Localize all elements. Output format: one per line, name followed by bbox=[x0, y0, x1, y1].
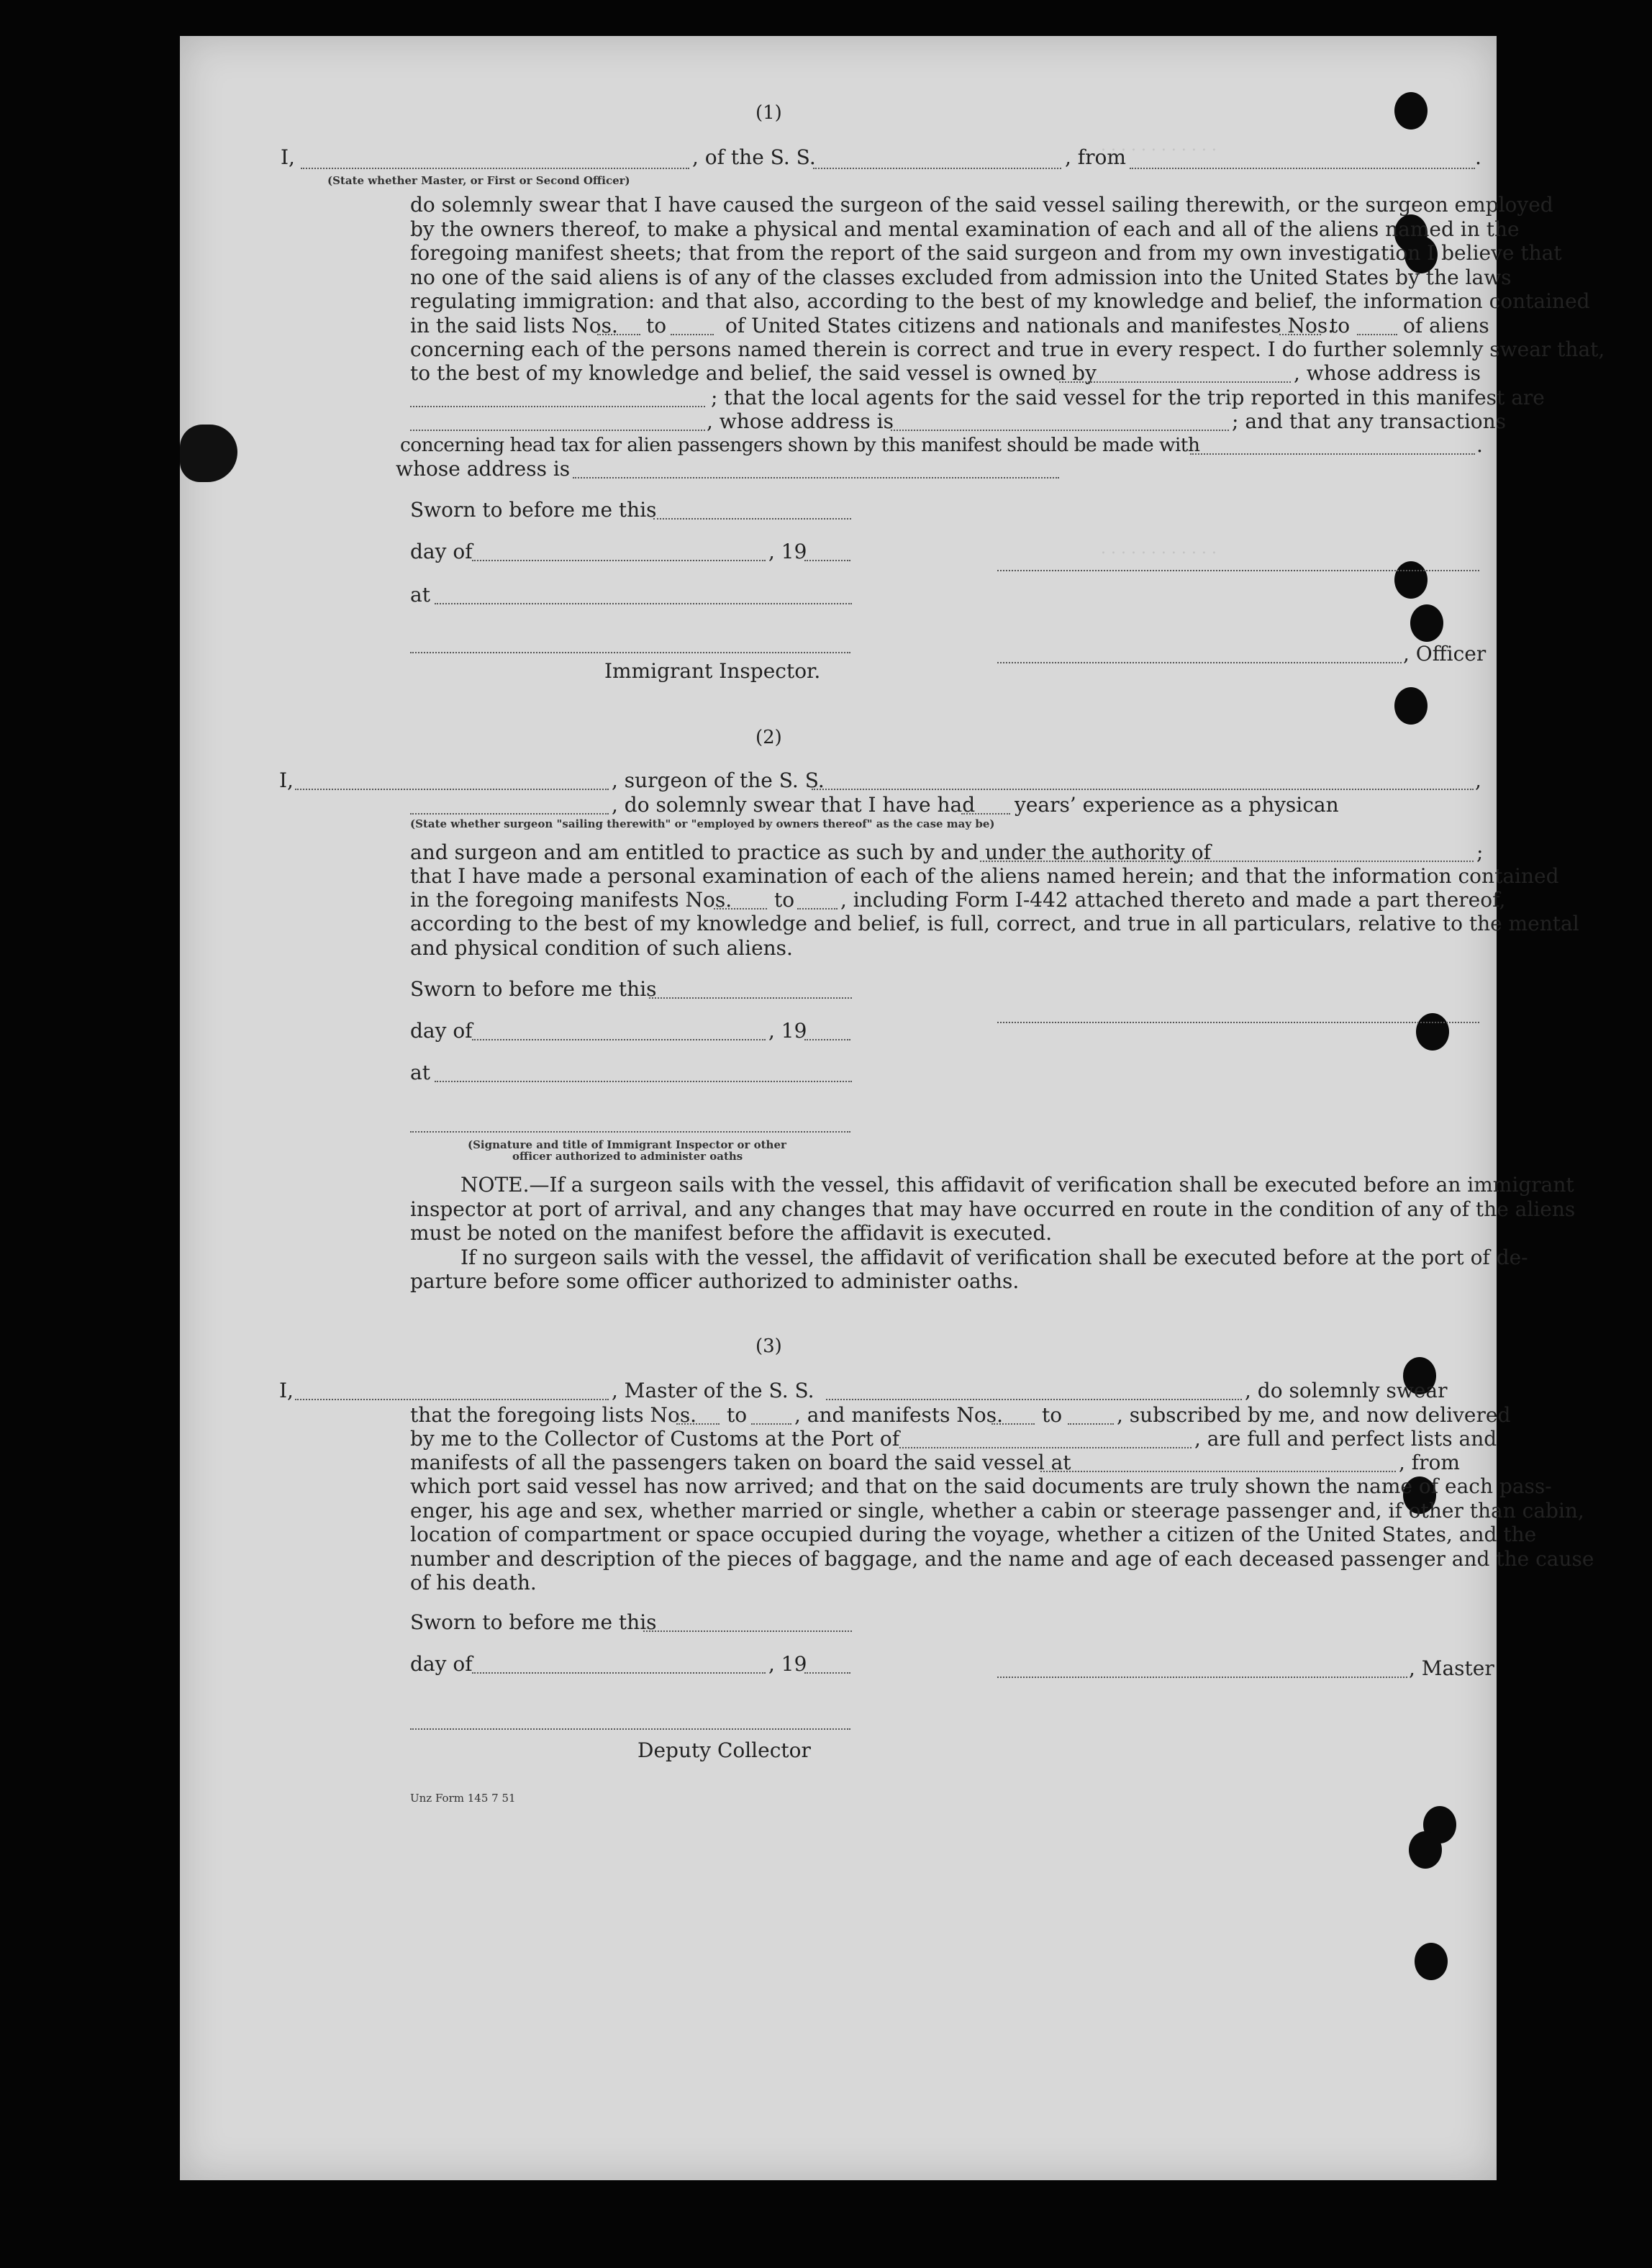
section-2-number: (2) bbox=[755, 727, 782, 748]
s3-sworn-field[interactable] bbox=[643, 1630, 852, 1632]
s3-day-field[interactable] bbox=[472, 1672, 766, 1674]
s1-whose-b: ; and that any transactions bbox=[1232, 409, 1507, 433]
s1-whose-a: , whose address is bbox=[707, 409, 894, 433]
section-1-number: (1) bbox=[755, 102, 782, 124]
s2-line2-b: years’ experience as a physican bbox=[1015, 793, 1339, 817]
s1-inspector-signature-line[interactable] bbox=[410, 652, 850, 653]
s3-line4-b: , from bbox=[1399, 1451, 1460, 1474]
s2-end: , bbox=[1475, 768, 1481, 792]
s3-line2-a: that the foregoing lists Nos. bbox=[410, 1403, 697, 1427]
s1-owned-b: , whose address is bbox=[1294, 361, 1481, 385]
s2-signature-note-1: (Signature and title of Immigrant Inspector or other bbox=[468, 1138, 786, 1151]
s3-master-label: , Master bbox=[1409, 1656, 1494, 1680]
s1-at-field[interactable] bbox=[435, 603, 852, 604]
s2-at-field[interactable] bbox=[435, 1081, 852, 1082]
s1-lists-from-field[interactable] bbox=[597, 334, 640, 335]
s2-surgeon-type-field[interactable] bbox=[410, 813, 609, 815]
s1-dayof: day of bbox=[410, 540, 473, 563]
s3-lists-to-field[interactable] bbox=[751, 1423, 791, 1425]
s3-sworn: Sworn to before me this bbox=[410, 1610, 657, 1634]
s1-lists-d: to bbox=[1330, 314, 1351, 337]
s1-address: whose address is bbox=[396, 457, 571, 481]
s1-agents: ; that the local agents for the said vessel for the trip reported in this manifest are bbox=[711, 386, 1545, 409]
s3-vessel-field[interactable] bbox=[826, 1399, 1242, 1400]
s1-sworn-field[interactable] bbox=[653, 518, 851, 520]
s1-lists-a: in the said lists Nos. bbox=[410, 314, 618, 337]
s2-i: I, bbox=[279, 768, 294, 792]
s2-manifests-to-field[interactable] bbox=[797, 908, 838, 910]
s3-manifests-from-field[interactable] bbox=[991, 1423, 1035, 1425]
s1-headtax-a: concerning head tax for alien passengers shown by this manifest should be made with bbox=[400, 434, 1200, 456]
s2-sworn: Sworn to before me this bbox=[410, 977, 657, 1001]
s3-line3-a: by me to the Collector of Customs at the Port of bbox=[410, 1427, 900, 1451]
s1-lists-c: of United States citizens and nationals and manifestes Nos. bbox=[725, 314, 1335, 337]
s2-paragraph: that I have made a personal examination of each of the aliens named herein; and that the information contained bbox=[410, 864, 1559, 888]
punch-hole bbox=[1416, 1013, 1449, 1051]
s2-inspector-signature-line[interactable] bbox=[410, 1131, 850, 1133]
s1-at: at bbox=[410, 583, 430, 607]
s3-line4-a: manifests of all the passengers taken on board the said vessel at bbox=[410, 1451, 1071, 1474]
punch-hole bbox=[1394, 687, 1428, 725]
s3-port-field[interactable] bbox=[899, 1447, 1192, 1448]
s1-officer-signature-line[interactable] bbox=[997, 662, 1402, 663]
punch-hole bbox=[1410, 604, 1443, 642]
s1-day-field[interactable] bbox=[472, 560, 766, 561]
s1-end: . bbox=[1475, 145, 1481, 169]
s2-authority-field[interactable] bbox=[980, 861, 1474, 862]
s1-address-field[interactable] bbox=[573, 477, 1059, 478]
s3-19: , 19 bbox=[768, 1652, 807, 1676]
s2-paragraph-2: according to the best of my knowledge and belief, is full, correct, and true in all particulars, relative to the mental and physical condition of such aliens. bbox=[410, 912, 1579, 960]
s1-agents-address-field[interactable] bbox=[891, 430, 1229, 431]
s2-authority-a: and surgeon and am entitled to practice as such by and under the authority of bbox=[410, 840, 1211, 864]
s1-manifests-to-field[interactable] bbox=[1357, 334, 1397, 335]
s1-manifests-from-field[interactable] bbox=[1279, 334, 1321, 335]
s1-name-field[interactable] bbox=[301, 168, 689, 169]
s2-dayof: day of bbox=[410, 1019, 473, 1043]
s1-lists-e: of aliens bbox=[1403, 314, 1489, 337]
s1-inspector: Immigrant Inspector. bbox=[604, 659, 821, 683]
s3-year-field[interactable] bbox=[804, 1672, 850, 1674]
s1-19: , 19 bbox=[768, 540, 807, 563]
s1-lists-b: to bbox=[646, 314, 667, 337]
s1-owner-field[interactable] bbox=[1059, 381, 1291, 383]
s2-signature-note-2: officer authorized to administer oaths bbox=[512, 1150, 743, 1163]
punch-hole bbox=[1409, 1831, 1442, 1869]
form-page bbox=[180, 36, 1605, 2180]
s3-master-signature-line[interactable] bbox=[997, 1677, 1407, 1678]
s3-name-field[interactable] bbox=[295, 1399, 609, 1400]
ink-blot bbox=[180, 425, 237, 482]
s3-deputy-signature-line[interactable] bbox=[410, 1728, 850, 1730]
s1-agents-field[interactable] bbox=[410, 430, 705, 431]
s3-dayof: day of bbox=[410, 1652, 473, 1676]
bleed-through-text: . . . . . . . . . . . . bbox=[1101, 137, 1217, 155]
s3-deputy: Deputy Collector bbox=[637, 1738, 811, 1762]
s1-lists-to-field[interactable] bbox=[671, 334, 714, 335]
s3-i: I, bbox=[279, 1379, 294, 1402]
s2-surgeon: , surgeon of the S. S. bbox=[612, 768, 825, 792]
s3-line2-c: , and manifests Nos. bbox=[794, 1403, 1004, 1427]
s1-vessel-field[interactable] bbox=[813, 168, 1061, 169]
s1-i: I, bbox=[281, 145, 295, 169]
s3-line2-b: to bbox=[727, 1403, 748, 1427]
s1-headtax-b: . bbox=[1476, 433, 1483, 457]
s2-manifests-b: to bbox=[774, 888, 795, 912]
s1-paragraph: do solemnly swear that I have caused the surgeon of the said vessel sailing therewith, or the surgeon employed by the owners thereof, to make a physical and mental examination of each and all of the aliens named in the foregoing manifest sheets; that from the report of the said surgeon and from my own investigation I believe that no one of the said aliens is of any of the classes excluded from admission into the United States by the laws regulating immigration: and that also, according to the best of my knowledge and belief, the information contained bbox=[410, 193, 1590, 313]
s2-note: NOTE.—If a surgeon sails with the vessel, this affidavit of verification shall be executed before an immigrant inspector at port of arrival, and any changes that may have occurred en route in the condition of any of the aliens must be noted on the manifest before the affidavit is executed. If no surgeon sails with the vessel, the affidavit of verification shall be executed before at the port of de- parture before some officer authorized to administer oaths. bbox=[410, 1173, 1576, 1293]
s1-sworn: Sworn to before me this bbox=[410, 498, 657, 522]
s2-manifests-a: in the foregoing manifests Nos. bbox=[410, 888, 732, 912]
s2-manifests-c: , including Form I-442 attached thereto and made a part thereof, bbox=[840, 888, 1506, 912]
section-3-number: (3) bbox=[755, 1335, 782, 1357]
s3-master: , Master of the S. S. bbox=[612, 1379, 814, 1402]
s1-officer-note: (State whether Master, or First or Second Officer) bbox=[327, 174, 630, 187]
s1-right-signature-line[interactable] bbox=[997, 570, 1479, 571]
s3-lists-from-field[interactable] bbox=[676, 1423, 720, 1425]
s1-year-field[interactable] bbox=[804, 560, 850, 561]
s1-from: , from bbox=[1065, 145, 1126, 169]
s2-at: at bbox=[410, 1061, 430, 1084]
s2-signature-line[interactable] bbox=[997, 1022, 1479, 1023]
s2-year-field[interactable] bbox=[804, 1039, 850, 1040]
form-number: Unz Form 145 7 51 bbox=[410, 1792, 516, 1805]
s2-name-field[interactable] bbox=[295, 789, 609, 790]
s2-years-field[interactable] bbox=[961, 813, 1010, 815]
s2-19: , 19 bbox=[768, 1019, 807, 1043]
s1-owned-a: to the best of my knowledge and belief, the said vessel is owned by bbox=[410, 361, 1097, 385]
s3-boarded-at-field[interactable] bbox=[1040, 1471, 1396, 1472]
s1-ofss: , of the S. S. bbox=[692, 145, 816, 169]
punch-hole bbox=[1394, 92, 1428, 130]
s2-authority-b: ; bbox=[1476, 840, 1484, 864]
s2-vessel-field[interactable] bbox=[812, 789, 1474, 790]
s1-officer: , Officer bbox=[1403, 642, 1487, 666]
s1-owner-address-field[interactable] bbox=[410, 406, 705, 407]
s1-headtax-field[interactable] bbox=[1190, 453, 1475, 455]
s2-day-field[interactable] bbox=[472, 1039, 766, 1040]
s3-line2-d: to bbox=[1042, 1403, 1063, 1427]
s3-paragraph: which port said vessel has now arrived; and that on the said documents are truly shown the name of each pass- enger, his age and sex, whether married or single, whether a cabin or steerage passenger and, if other than cabin, location of compartment or space occupied during the voyage, whether a citizen of the United States, and the number and description of the pieces of baggage, and the name and age of each deceased passenger and the cause of his death. bbox=[410, 1474, 1594, 1595]
s3-manifests-to-field[interactable] bbox=[1068, 1423, 1114, 1425]
s1-concerning: concerning each of the persons named therein is correct and true in every respect. I do further solemnly swear that, bbox=[410, 337, 1605, 361]
s3-line3-b: , are full and perfect lists and bbox=[1194, 1427, 1497, 1451]
punch-hole bbox=[1394, 561, 1428, 599]
bleed-through-text: . . . . . . . . . . . . bbox=[1101, 540, 1217, 558]
s2-surgeon-note: (State whether surgeon "sailing therewith" or "employed by owners thereof" as the case may be) bbox=[410, 817, 995, 830]
s3-line2-e: , subscribed by me, and now delivered bbox=[1117, 1403, 1511, 1427]
s2-line2-a: , do solemnly swear that I have had bbox=[612, 793, 976, 817]
s1-from-field[interactable] bbox=[1130, 168, 1475, 169]
s2-sworn-field[interactable] bbox=[649, 997, 852, 999]
punch-hole bbox=[1415, 1943, 1448, 1980]
s3-swear: , do solemnly swear bbox=[1245, 1379, 1448, 1402]
s2-manifests-from-field[interactable] bbox=[714, 908, 767, 910]
